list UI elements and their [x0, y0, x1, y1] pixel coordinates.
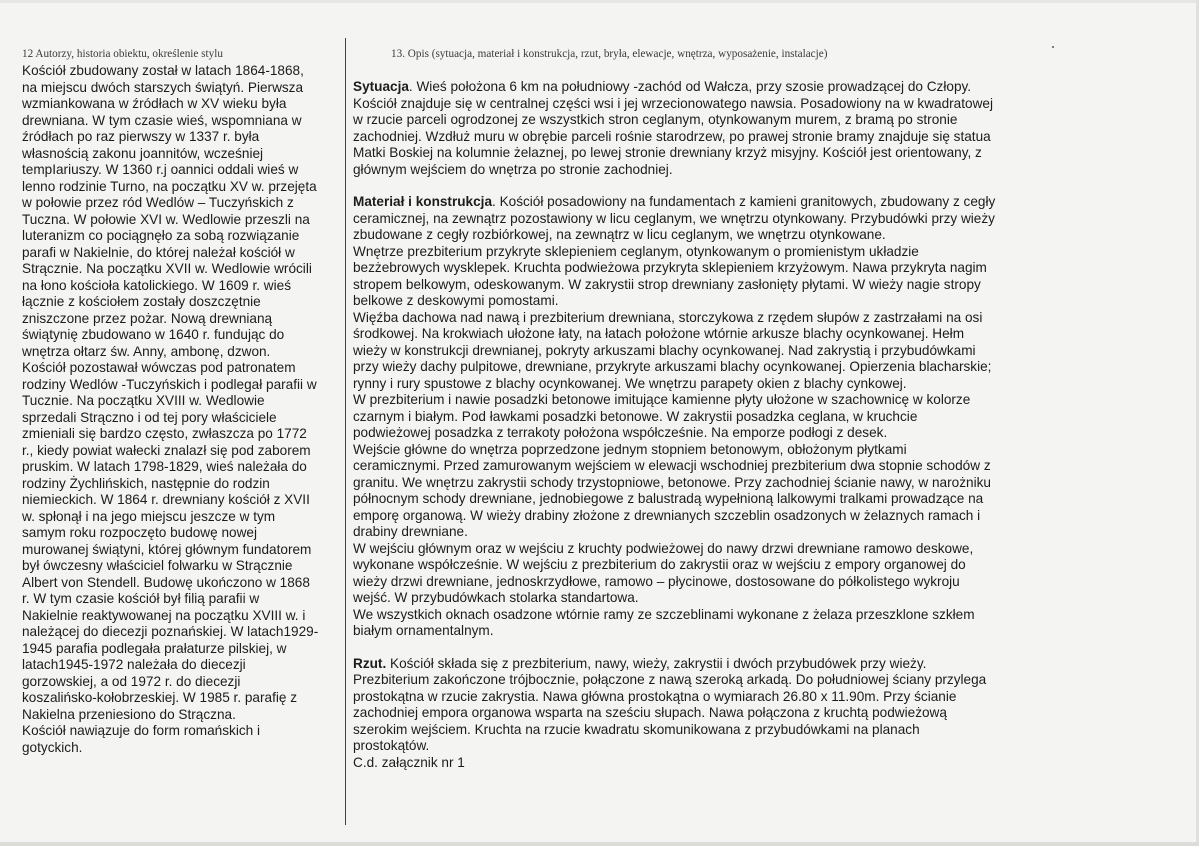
- description-column: [353, 47, 1053, 771]
- section-sytuacja: [353, 79, 1053, 178]
- section-gap: [353, 178, 1053, 194]
- sytuacja-label: Sytuacja: [353, 79, 409, 94]
- description-heading: 13. Opis (sytuacja, materiał i konstrukcja, rzut, bryła, elewacje, wnętrza, wyposażenie, instalacje): [391, 48, 828, 60]
- column-divider: [345, 38, 346, 825]
- scan-edge-bottom: [0, 842, 1199, 846]
- history-heading: 12 Autorzy, historia obiektu, określenie stylu: [22, 48, 223, 60]
- scan-edge-top: [0, 0, 1199, 3]
- section-rzut: [353, 656, 1053, 772]
- sytuacja-text: . Wieś położona 6 km na południowy -zachód od Wałcza, przy szosie prowadzącej do Człopy. Kościół znajduje się w centralnej części wsi i jej wrzecionowatego nawsia. Posadowiony na w kwadratowej w rzucie parceli ogrodzonej ze wszystkich stron ceglanym, otynkowanym murem, z bramą po stronie zachodniej. Wzdłuż muru w obrębie parceli rośnie starodrzew, po prawej stronie bramy znajduje się statua Matki Boskiej na kolumnie żelaznej, po lewej stronie drewniany krzyż misyjny. Kościół jest orientowany, z głównym wejściem do wnętrza po stronie zachodniej.: [353, 79, 993, 177]
- history-text: Kościół zbudowany został w latach 1864-1868, na miejscu dwóch starszych świątyń. Pierwsza wzmiankowana w źródłach w XV wieku była drewniana. W tym czasie wieś, wspomniana w źródłach po raz pierwszy w 1337 r. była własnością zakonu joannitów, wcześniej tempIariuszy. W 1360 r.j oannici oddali wieś w lenno rodzinie Turno, na początku XV w. przejęta w połowie przez ród Wedlów – Tuczyńskich z Tuczna. W połowie XVI w. Wedlowie przeszli na luteranizm co pociągnęło za sobą rozwiązanie parafi w Nakielnie, do której należał kościół w Strącznie. Na początku XVII w. Wedlowie wrócili na łono kościoła katolickiego. W 1609 r. wieś łącznie z kościołem zostały doszczętnie zniszczone przez pożar. Nową drewnianą świątynię zbudowano w 1640 r. fundując do wnętrza ołtarz św. Anny, ambonę, dzwon. Kościół pozostawał wówczas pod patronatem rodziny Wedlów -Tuczyńskich i podlegał parafii w Tucznie. Na początku XVIII w. Wedlowie sprzedali Strączno i od tej pory właściciele zmieniali się bardzo często, zwłaszcza po 1772 r., kiedy powiat wałecki znalazł się pod zaborem pruskim. W latach 1798-1829, wieś należała do rodziny Żychlińskich, następnie do rodzin niemieckich. W 1864 r. drewniany kościół z XVII w. spłonął i na jego miejscu jeszcze w tym samym roku rozpoczęto budowę nowej murowanej świątyni, której głównym fundatorem był ówczesny właściciel folwarku w Strącznie Albert von Stendell. Budowę ukończono w 1868 r. W tym czasie kościół był filią parafii w Nakielnie reaktywowanej na początku XVIII w. i należącej do diecezji poznańskiej. W latach1929- 1945 parafia podlegała prałaturze pilskiej, w latach1945-1972 należała do diecezji gorzowskiej, a od 1972 r. do diecezji koszalińsko-kołobrzeskiej. W 1985 r. parafię z Nakielna przeniesiono do Strączna. Kościół nawiązuje do form romańskich i gotyckich.: [22, 63, 319, 755]
- material-label: Materiał i konstrukcja: [353, 194, 493, 209]
- material-text: . Kościół posadowiony na fundamentach z kamieni granitowych, zbudowany z cegły ceramicznej, na zewnątrz pozostawiony w licu ceglanym, we wnętrzu otynkowany. Przybudówki przy wieży zbudowane z cegły rozbiórkowej, na zewnątrz w licu ceglanym, we wnętrzu otynkowane. Wnętrze prezbiterium przykryte sklepieniem ceglanym, otynkowanym o promienistym układzie bezżebrowych wysklepek. Kruchta podwieżowa przykryta sklepieniem krzyżowym. Nawa przykryta nagim stropem belkowym, odeskowanym. W zakrystii strop drewniany zasłonięty płytami. W wieży nagie stropy belkowe z deskowymi pomostami. Więźba dachowa nad nawą i prezbiterium drewniana, storczykowa z rzędem słupów z zastrzałami na osi środkowej. Na krokwiach ułożone łaty, na łatach położone wtórnie arkusze blachy ocynkowanej. Hełm wieży w konstrukcji drewnianej, pokryty arkuszami blachy ocynkowanej. Nad zakrystią i przybudówkami przy wieży dachy pulpitowe, drewniane, przykryte arkuszami blachy ocynkowanej. Opierzenia blacharskie; rynny i rury spustowe z blachy ocynkowanej. We wnętrzu parapety okien z blachy cynkowej. W prezbiterium i nawie posadzki betonowe imitujące kamienne płyty ułożone w szachownicę w kolorze czarnym i białym. Pod ławkami posadzki betonowe. W zakrystii posadzka ceglana, w kruchcie podwieżowej posadzka z terrakoty położona współcześnie. Na emporze podłogi z desek. Wejście główne do wnętrza poprzedzone jednym stopniem betonowym, obłożonym płytkami ceramicznymi. Przed zamurowanym wejściem w elewacji wschodniej prezbiterium dwa stopnie schodów z granitu. We wnętrzu zakrystii schody trzystopniowe, betonowe. Przy zachodniej ścianie nawy, w narożniku północnym schody drewniane, jednobiegowe z balustradą wypełnioną lalkowymi tralkami prowadzące na emporę organową. W wieży drabiny złożone z drewnianych szczeblin osadzonych w żelaznych ramach i drabiny drewniane. W wejściu głównym oraz w wejściu z kruchty podwieżowej do nawy drzwi drewniane ramowo deskowe, wykonane współcześnie. W wejściu z prezbiterium do zakrystii oraz w wejściu z empory organowej do wieży drzwi drewniane, jednoskrzydłowe, ramowo – płycinowe, dostosowane do półkolistego wykroju wejść. W przybudówkach stolarka standartowa. We wszystkich oknach osadzone wtórnie ramy ze szczeblinami wykonane z żelaza przeszklone szkłem białym ornamentalnym.: [353, 194, 996, 638]
- section-material: [353, 194, 1053, 640]
- section-gap: [353, 640, 1053, 656]
- rzut-label: Rzut.: [353, 655, 387, 671]
- history-column: [22, 47, 340, 756]
- rzut-text: Kościół składa się z prezbiterium, nawy, wieży, zakrystii i dwóch przybudówek przy wieży. Prezbiterium zakończone trójbocznie, połączone z nawą szeroką arkadą. Do południowej ściany przylega prostokątna w rzucie zakrystia. Nawa główna prostokątna o wymiarach 26.80 x 11.90m. Przy ścianie zachodniej empora organowa wsparta na sześciu słupach. Nawa połączona z kruchtą podwieżową szerokim wejściem. Kruchta na rzucie kwadratu skomunikowana z przybudówkami na planach prostokątów. C.d. załącznik nr 1: [353, 655, 987, 770]
